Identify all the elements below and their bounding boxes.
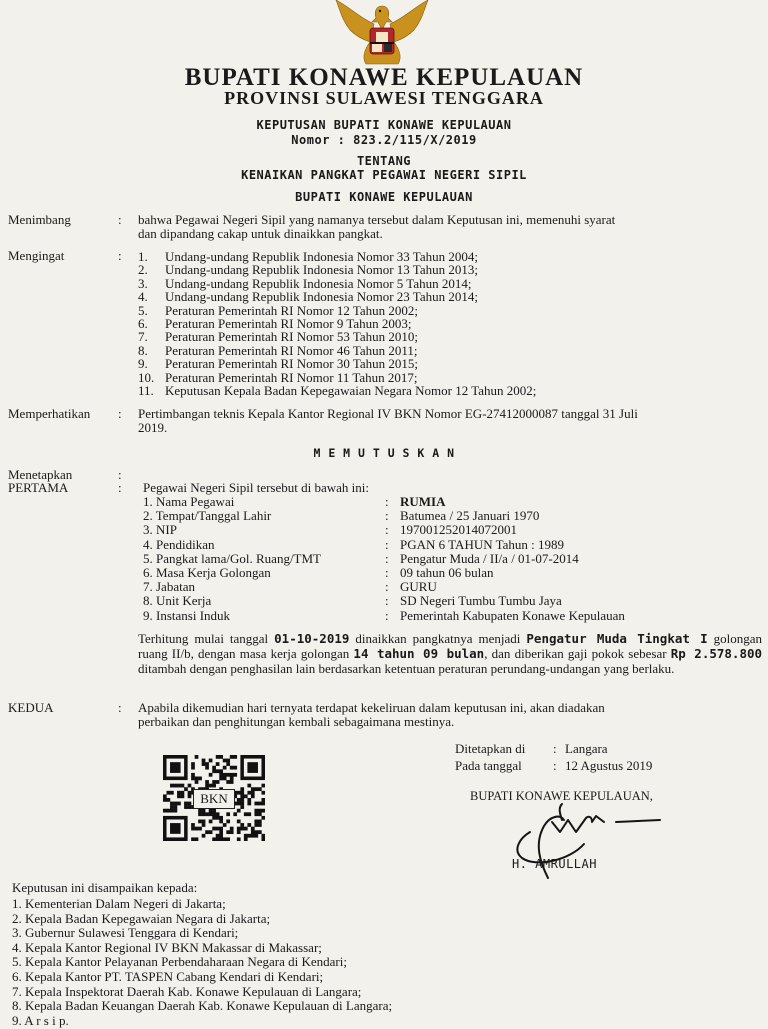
promotion-text-1: Terhitung mulai tanggal bbox=[138, 631, 269, 646]
mengingat-item-text: Peraturan Pemerintah RI Nomor 46 Tahun 2011; bbox=[165, 342, 418, 358]
detail-label: 9. Instansi Induk bbox=[143, 607, 231, 623]
detail-colon: : bbox=[385, 565, 389, 580]
menimbang-line-1: bahwa Pegawai Negeri Sipil yang namanya tersebut dalam Keputusan ini, memenuhi syarat bbox=[138, 212, 616, 227]
kedua-line-1: Apabila dikemudian hari ternyata terdapat kekeliruan dalam keputusan ini, akan diadakan bbox=[138, 700, 605, 715]
detail-colon: : bbox=[385, 579, 389, 595]
mengingat-item-text: Undang-undang Republik Indonesia Nomor 5 Tahun 2014; bbox=[165, 275, 472, 291]
date-colon: : bbox=[553, 758, 557, 773]
mengingat-item-text: Peraturan Pemerintah RI Nomor 12 Tahun 2002; bbox=[165, 302, 419, 318]
distribution-item: 6. Kepala Kantor PT. TASPEN Cabang Kendari di Kendari; bbox=[12, 969, 324, 984]
place-colon: : bbox=[553, 741, 557, 756]
bkn-badge: BKN bbox=[193, 789, 235, 809]
mengingat-item-text: Peraturan Pemerintah RI Nomor 53 Tahun 2010; bbox=[165, 329, 419, 345]
detail-colon: : bbox=[385, 494, 389, 509]
promotion-text-2: dinaikkan pangkatnya menjadi bbox=[355, 631, 521, 646]
detail-value: RUMIA bbox=[400, 494, 446, 509]
memperhatikan-colon: : bbox=[118, 406, 122, 421]
mengingat-item-text: Keputusan Kepala Badan Kepegawaian Negara Nomor 12 Tahun 2002; bbox=[165, 383, 537, 398]
date-value: 12 Agustus 2019 bbox=[565, 758, 653, 773]
menetapkan-label: Menetapkan bbox=[8, 467, 73, 482]
distribution-item: 3. Gubernur Sulawesi Tenggara di Kendari; bbox=[12, 925, 239, 941]
distribution-item: 9. A r s i p. bbox=[12, 1012, 69, 1028]
detail-value: 197001252014072001 bbox=[400, 522, 517, 538]
detail-value: GURU bbox=[400, 579, 437, 595]
detail-label: 4. Pendidikan bbox=[143, 536, 215, 552]
promotion-paragraph bbox=[138, 631, 762, 676]
detail-label: 1. Nama Pegawai bbox=[143, 494, 235, 509]
detail-label: 7. Jabatan bbox=[143, 579, 195, 595]
distribution-item: 5. Kepala Kantor Pelayanan Perbendaharaan Negara di Kendari; bbox=[12, 954, 347, 970]
memperhatikan-line-1: Pertimbangan teknis Kepala Kantor Regional IV BKN Nomor EG-27412000087 tanggal 31 Juli bbox=[138, 406, 638, 421]
mengingat-item-number: 5. bbox=[138, 302, 148, 318]
detail-value: 09 tahun 06 bulan bbox=[400, 565, 494, 580]
handwritten-signature bbox=[500, 792, 670, 888]
detail-label: 2. Tempat/Tanggal Lahir bbox=[143, 508, 272, 524]
mengingat-item-number: 1. bbox=[138, 249, 148, 264]
distribution-title: Keputusan ini disampaikan kepada: bbox=[12, 880, 198, 895]
menimbang-line-2: dan dipandang cakap untuk dinaikkan pangkat. bbox=[138, 226, 383, 241]
pertama-intro: Pegawai Negeri Sipil tersebut di bawah ini: bbox=[143, 480, 370, 495]
mengingat-item-number: 9. bbox=[138, 356, 148, 372]
menimbang-colon: : bbox=[118, 212, 122, 227]
detail-label: 5. Pangkat lama/Gol. Ruang/TMT bbox=[143, 550, 322, 566]
mengingat-item-text: Undang-undang Republik Indonesia Nomor 33 Tahun 2004; bbox=[165, 249, 478, 264]
mengingat-item-text: Peraturan Pemerintah RI Nomor 11 Tahun 2017; bbox=[165, 369, 418, 385]
decree-title: KEPUTUSAN BUPATI KONAWE KEPULAUAN bbox=[256, 118, 512, 132]
decree-subject: KENAIKAN PANGKAT PEGAWAI NEGERI SIPIL bbox=[241, 168, 527, 182]
pertama-colon: : bbox=[118, 480, 122, 495]
menetapkan-colon: : bbox=[118, 467, 122, 482]
promotion-salary: Rp 2.578.800 bbox=[670, 646, 763, 661]
about-label: TENTANG bbox=[356, 154, 412, 168]
memperhatikan-line-2: 2019. bbox=[138, 420, 168, 435]
promotion-rank: Pengatur Muda Tingkat I bbox=[526, 631, 708, 646]
mengingat-item-number: 2. bbox=[138, 262, 148, 278]
detail-value: Pemerintah Kabupaten Konawe Kepulauan bbox=[400, 607, 625, 623]
mengingat-item-text: Undang-undang Republik Indonesia Nomor 13 Tahun 2013; bbox=[165, 262, 478, 278]
promotion-date: 01-10-2019 bbox=[274, 631, 350, 646]
kedua-line-2: perbaikan dan penghitungan kembali sebagaimana mestinya. bbox=[138, 714, 455, 729]
kedua-label: KEDUA bbox=[8, 700, 54, 715]
mengingat-item-number: 7. bbox=[138, 329, 148, 345]
decree-number: Nomor : 823.2/115/X/2019 bbox=[291, 133, 477, 147]
memutuskan-heading: M E M U T U S K A N bbox=[313, 446, 455, 460]
detail-value: Batumea / 25 Januari 1970 bbox=[400, 508, 540, 524]
detail-label: 8. Unit Kerja bbox=[143, 593, 212, 609]
mengingat-item-text: Peraturan Pemerintah RI Nomor 9 Tahun 2003; bbox=[165, 316, 412, 331]
garuda-emblem-icon bbox=[330, 0, 434, 66]
detail-colon: : bbox=[385, 607, 389, 623]
detail-label: 3. NIP bbox=[143, 522, 177, 538]
detail-colon: : bbox=[385, 593, 389, 609]
menimbang-label: Menimbang bbox=[8, 212, 71, 227]
distribution-item: 4. Kepala Kantor Regional IV BKN Makassar di Makassar; bbox=[12, 939, 322, 955]
place-value: Langara bbox=[565, 741, 608, 756]
promotion-tenure: 14 tahun 09 bulan bbox=[353, 646, 485, 661]
detail-colon: : bbox=[385, 536, 389, 552]
mengingat-item-number: 4. bbox=[138, 289, 148, 305]
regent-title: BUPATI KONAWE KEPULAUAN bbox=[184, 64, 584, 91]
province-title: PROVINSI SULAWESI TENGGARA bbox=[224, 88, 544, 108]
mengingat-item-number: 3. bbox=[138, 275, 148, 291]
mengingat-colon: : bbox=[118, 248, 122, 263]
promotion-text-5: ditambah dengan penghasilan lain berdasarkan ketentuan peraturan perundang-undangan yang berlaku. bbox=[138, 661, 675, 676]
mengingat-item-text: Undang-undang Republik Indonesia Nomor 23 Tahun 2014; bbox=[165, 289, 478, 305]
mengingat-item-text: Peraturan Pemerintah RI Nomor 30 Tahun 2015; bbox=[165, 356, 419, 372]
place-label: Ditetapkan di bbox=[455, 741, 526, 756]
issuer-title: BUPATI KONAWE KEPULAUAN bbox=[295, 190, 473, 204]
detail-value: PGAN 6 TAHUN Tahun : 1989 bbox=[400, 536, 565, 552]
distribution-item: 2. Kepala Badan Kepegawaian Negara di Jakarta; bbox=[12, 910, 271, 926]
mengingat-item-number: 10. bbox=[138, 369, 155, 385]
date-label: Pada tanggal bbox=[455, 758, 522, 773]
detail-value: Pengatur Muda / II/a / 01-07-2014 bbox=[400, 550, 579, 566]
promotion-text-4: , dan diberikan gaji pokok sebesar bbox=[484, 646, 667, 661]
detail-value: SD Negeri Tumbu Tumbu Jaya bbox=[400, 593, 562, 609]
promotion-text-3: golongan ruang II/b, dengan masa kerja golongan bbox=[138, 631, 763, 661]
memperhatikan-label: Memperhatikan bbox=[8, 406, 91, 421]
distribution-item: 7. Kepala Inspektorat Daerah Kab. Konawe Kepulauan di Langara; bbox=[12, 983, 362, 999]
detail-colon: : bbox=[385, 522, 389, 538]
pertama-label: PERTAMA bbox=[8, 480, 69, 495]
mengingat-item-number: 11. bbox=[138, 383, 154, 398]
signatory-office: BUPATI KONAWE KEPULAUAN, bbox=[470, 789, 653, 803]
detail-colon: : bbox=[385, 550, 389, 566]
mengingat-label: Mengingat bbox=[8, 248, 65, 263]
mengingat-item-number: 8. bbox=[138, 342, 148, 358]
kedua-colon: : bbox=[118, 700, 122, 715]
distribution-item: 8. Kepala Badan Keuangan Daerah Kab. Konawe Kepulauan di Langara; bbox=[12, 998, 393, 1014]
signatory-name: H. AMRULLAH bbox=[512, 857, 597, 871]
distribution-item: 1. Kementerian Dalam Negeri di Jakarta; bbox=[12, 896, 226, 911]
mengingat-item-number: 6. bbox=[138, 316, 148, 331]
detail-label: 6. Masa Kerja Golongan bbox=[143, 565, 271, 580]
detail-colon: : bbox=[385, 508, 389, 524]
